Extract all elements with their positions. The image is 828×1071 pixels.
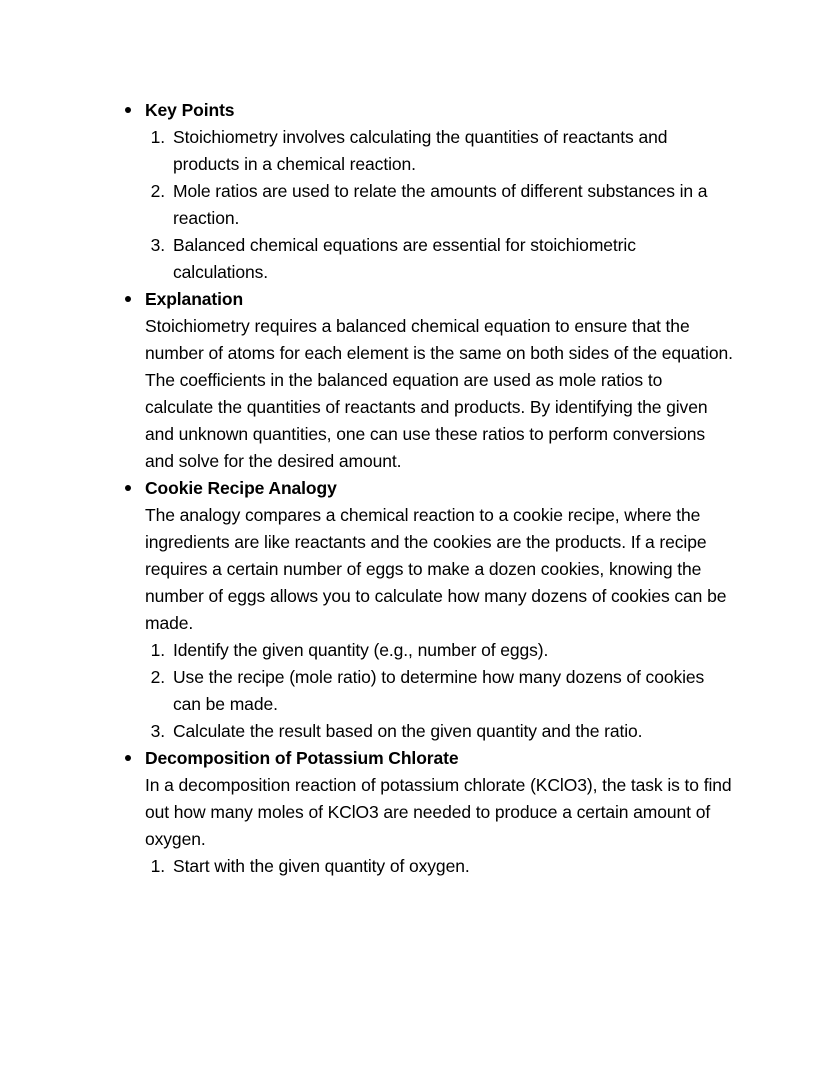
list-item-text: Mole ratios are used to relate the amounts of different substances in a reaction. — [173, 181, 708, 228]
numbered-list-cookie-recipe — [123, 637, 733, 745]
section-heading: Explanation — [145, 289, 244, 309]
list-item — [145, 637, 713, 664]
section-heading: Key Points — [145, 100, 235, 120]
list-item-number: 3. — [150, 721, 165, 741]
list-item-text: Balanced chemical equations are essential for stoichiometric calculations. — [173, 235, 636, 282]
numbered-list-key-points — [123, 124, 733, 286]
list-item-number: 2. — [150, 181, 165, 201]
section-explanation — [123, 286, 733, 475]
section-list — [123, 97, 733, 880]
list-item-number: 1. — [150, 856, 165, 876]
list-item-text: Calculate the result based on the given quantity and the ratio. — [173, 721, 643, 741]
list-item-number: 1. — [150, 640, 165, 660]
list-item — [145, 853, 713, 880]
list-item-number: 2. — [150, 667, 165, 687]
list-item — [145, 232, 713, 286]
list-item-number: 3. — [150, 235, 165, 255]
list-item — [145, 718, 713, 745]
numbered-list-decomposition — [123, 853, 733, 880]
section-cookie-recipe-analogy — [123, 475, 733, 637]
section-heading: Decomposition of Potassium Chlorate — [145, 748, 459, 768]
list-item — [145, 664, 713, 718]
document-body — [123, 97, 733, 880]
section-key-points — [123, 97, 733, 124]
section-paragraph: In a decomposition reaction of potassium chlorate (KClO3), the task is to find out how many moles of KClO3 are needed to produce a certain amount of oxygen. — [145, 775, 732, 849]
list-item-text: Use the recipe (mole ratio) to determine how many dozens of cookies can be made. — [173, 667, 705, 714]
list-item — [145, 124, 713, 178]
section-heading: Cookie Recipe Analogy — [145, 478, 337, 498]
section-paragraph: Stoichiometry requires a balanced chemical equation to ensure that the number of atoms for each element is the same on both sides of the equation. The coefficients in the balanced equation are used as mole ratios to calculate the quantities of reactants and products. By identifying the given and unknown quantities, one can use these ratios to perform conversions and solve for the desired amount. — [145, 316, 733, 471]
list-item-text: Stoichiometry involves calculating the quantities of reactants and products in a chemical reaction. — [173, 127, 668, 174]
list-item-number: 1. — [150, 127, 165, 147]
section-paragraph: The analogy compares a chemical reaction to a cookie recipe, where the ingredients are like reactants and the cookies are the products. If a recipe requires a certain number of eggs to make a dozen cookies, knowing the number of eggs allows you to calculate how many dozens of cookies can be made. — [145, 505, 727, 633]
section-decomposition-potassium-chlorate — [123, 745, 733, 853]
list-item-text: Identify the given quantity (e.g., number of eggs). — [173, 640, 549, 660]
list-item-text: Start with the given quantity of oxygen. — [173, 856, 470, 876]
list-item — [145, 178, 713, 232]
